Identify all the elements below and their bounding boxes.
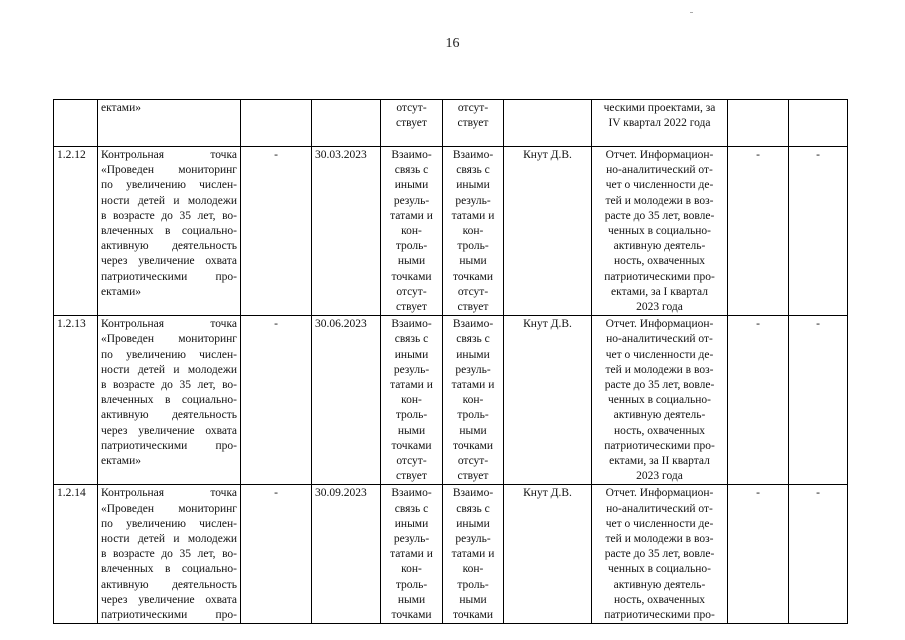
text-line: в возрасте до 35 лет, во- (101, 209, 237, 222)
text-line: ными (459, 593, 487, 606)
text-line: патриотическими про- (604, 270, 715, 283)
text-line: троль- (395, 578, 428, 591)
text-line: троль- (457, 578, 489, 591)
text-line: патриотическими про- (604, 439, 715, 452)
text-line: Контрольная точка (101, 149, 237, 161)
text-line: но-аналитический от- (606, 333, 713, 346)
text-line: ными (397, 593, 426, 606)
text-line: ектами» (101, 102, 141, 114)
text-line: активную деятель- (613, 409, 706, 422)
cell-relation (443, 485, 504, 624)
cell-end: 30.09.2023 (312, 485, 381, 624)
text-line: точками (452, 609, 494, 622)
page-number: 16 (445, 36, 460, 51)
text-line: ности детей и молодежи (101, 363, 237, 376)
text-line: ектами» (101, 285, 141, 298)
text-line: 2023 года (636, 301, 683, 314)
table-row-continuation (54, 100, 848, 147)
text-line: активную деятельность (101, 409, 237, 422)
text-line: расте до 35 лет, вовле- (604, 548, 715, 561)
cell-start (241, 100, 312, 147)
cell-end: 30.06.2023 (312, 316, 381, 485)
text-line: отсут- (457, 285, 489, 298)
text-line: патриотическими про- (101, 609, 237, 622)
text-line: резуль- (393, 194, 430, 207)
text-line: отсут- (396, 102, 427, 114)
text-line: кон- (462, 563, 484, 576)
text-line: кон- (401, 225, 422, 238)
text-line: влеченных в социально- (101, 563, 237, 576)
text-line: связь с (456, 164, 490, 177)
text-line: иными (456, 179, 490, 192)
text-line: тей и молодежи в воз- (605, 533, 714, 546)
text-line: чет о численности де- (605, 348, 714, 361)
text-line: кон- (401, 394, 422, 407)
cell-result (381, 316, 443, 485)
text-line: кон- (462, 394, 484, 407)
text-line: ствует (396, 301, 427, 314)
text-line: через увеличение охвата (101, 593, 237, 606)
text-line: связь с (456, 333, 490, 346)
cell-col9: - (728, 316, 789, 485)
text-line: но-аналитический от- (606, 164, 713, 177)
cell-number (54, 100, 98, 147)
text-line: ектами, за II квартал (609, 455, 710, 468)
text-line: ными (397, 424, 426, 437)
table-row (54, 485, 848, 624)
text-line: ствует (457, 117, 489, 130)
text-line: троль- (457, 409, 489, 422)
text-line: ности детей и молодежи (101, 194, 237, 207)
text-line: через увеличение охвата (101, 424, 237, 437)
table-row (54, 316, 848, 485)
cell-col10: - (789, 147, 848, 316)
text-line: татами и (451, 548, 495, 561)
text-line: резуль- (455, 363, 491, 376)
cell-name (98, 147, 241, 316)
cell-col10: - (789, 485, 848, 624)
text-line: ность, охваченных (613, 255, 706, 268)
cell-col10 (789, 100, 848, 147)
text-line: кон- (462, 225, 484, 238)
cell-col10: - (789, 316, 848, 485)
text-line: в возрасте до 35 лет, во- (101, 548, 237, 561)
cell-relation (443, 147, 504, 316)
text-line: связь с (394, 502, 429, 515)
text-line: патриотическими про- (101, 439, 237, 452)
text-line: отсут- (396, 455, 427, 468)
text-line: Контрольная точка (101, 487, 237, 500)
cell-start: - (241, 147, 312, 316)
text-line: ченных в социально- (608, 394, 711, 407)
text-line: расте до 35 лет, вовле- (604, 209, 715, 222)
text-line: Взаимо- (391, 487, 432, 500)
text-line: Взаимо- (452, 318, 494, 331)
text-line: точками (391, 609, 432, 622)
cell-responsible: Кнут Д.В. (504, 147, 592, 316)
text-line: резуль- (455, 194, 491, 207)
text-line: тей и молодежи в воз- (605, 194, 714, 207)
text-line: иными (394, 348, 429, 361)
cell-col9: - (728, 485, 789, 624)
text-line: расте до 35 лет, вовле- (604, 379, 715, 392)
text-line: резуль- (393, 363, 430, 376)
text-line: патриотическими про- (101, 270, 237, 283)
text-line: татами и (390, 548, 433, 561)
text-line: троль- (395, 240, 428, 253)
text-line: иными (394, 517, 429, 530)
text-line: отсут- (457, 455, 489, 468)
text-line: ными (397, 255, 426, 268)
text-line: ствует (396, 117, 427, 130)
text-line: ческими проектами, за (603, 102, 716, 114)
cell-report (592, 147, 728, 316)
cell-number: 1.2.14 (54, 485, 98, 624)
text-line: ектами» (101, 455, 141, 468)
text-line: татами и (390, 209, 433, 222)
text-line: тей и молодежи в воз- (605, 363, 714, 376)
text-line: чет о численности де- (605, 179, 714, 192)
text-line: иными (456, 348, 490, 361)
text-line: Контрольная точка (101, 318, 237, 331)
text-line: ности детей и молодежи (101, 533, 237, 546)
text-line: точками (452, 270, 494, 283)
text-line: ствует (396, 470, 427, 483)
cell-relation (443, 316, 504, 485)
text-line: связь с (456, 502, 490, 515)
text-line: Взаимо- (452, 487, 494, 500)
text-line: по увеличению числен- (101, 517, 237, 530)
text-line: «Проведен мониторинг (101, 502, 237, 515)
table-row (54, 147, 848, 316)
text-line: 2023 года (636, 470, 683, 483)
text-line: ствует (457, 470, 489, 483)
text-line: Отчет. Информацион- (605, 318, 714, 331)
text-line: связь с (394, 164, 429, 177)
text-line: ектами, за I квартал (611, 285, 708, 298)
text-line: ность, охваченных (613, 424, 706, 437)
text-line: отсут- (457, 102, 489, 114)
text-line: отсут- (396, 285, 427, 298)
text-line: точками (391, 439, 432, 452)
text-line: влеченных в социально- (101, 394, 237, 407)
cell-number: 1.2.13 (54, 316, 98, 485)
text-line: связь с (394, 333, 429, 346)
text-line: ствует (457, 301, 489, 314)
cell-name (98, 485, 241, 624)
control-points-table (53, 99, 848, 624)
text-line: резуль- (393, 533, 430, 546)
text-line: троль- (457, 240, 489, 253)
cell-relation (443, 100, 504, 147)
text-line: активную деятельность (101, 240, 237, 253)
text-line: активную деятельность (101, 578, 237, 591)
text-line: ченных в социально- (608, 563, 711, 576)
text-line: точками (452, 439, 494, 452)
text-line: татами и (451, 379, 495, 392)
cell-responsible (504, 100, 592, 147)
cell-col9: - (728, 147, 789, 316)
text-line: Взаимо- (391, 149, 432, 161)
cell-start: - (241, 316, 312, 485)
text-line: патриотическими про- (604, 609, 715, 622)
text-line: резуль- (455, 533, 491, 546)
cell-result (381, 100, 443, 147)
text-line: по увеличению числен- (101, 348, 237, 361)
text-line: через увеличение охвата (101, 255, 237, 268)
text-line: троль- (395, 409, 428, 422)
cell-result (381, 485, 443, 624)
text-line: ными (459, 424, 487, 437)
cell-name (98, 316, 241, 485)
cell-start: - (241, 485, 312, 624)
text-line: Отчет. Информацион- (605, 487, 714, 500)
cell-report (592, 100, 728, 147)
text-line: но-аналитический от- (606, 502, 713, 515)
text-line: активную деятель- (613, 578, 706, 591)
text-line: татами и (451, 209, 495, 222)
text-line: иными (456, 517, 490, 530)
text-line: влеченных в социально- (101, 225, 237, 238)
cell-result (381, 147, 443, 316)
text-line: ченных в социально- (608, 225, 711, 238)
cell-end (312, 100, 381, 147)
text-line: чет о численности де- (605, 517, 714, 530)
text-line: Отчет. Информацион- (605, 149, 714, 161)
text-line: кон- (401, 563, 422, 576)
text-line: точками (391, 270, 432, 283)
text-line: «Проведен мониторинг (101, 333, 237, 346)
text-line: татами и (390, 379, 433, 392)
cell-report (592, 316, 728, 485)
text-line: ность, охваченных (613, 593, 706, 606)
cell-col9 (728, 100, 789, 147)
text-line: активную деятель- (613, 240, 706, 253)
cell-number: 1.2.12 (54, 147, 98, 316)
text-line: Взаимо- (391, 318, 432, 331)
scan-speck (690, 12, 693, 13)
cell-name (98, 100, 241, 147)
text-line: Взаимо- (452, 149, 494, 161)
cell-responsible: Кнут Д.В. (504, 316, 592, 485)
text-line: IV квартал 2022 года (608, 117, 711, 130)
cell-end: 30.03.2023 (312, 147, 381, 316)
text-line: иными (394, 179, 429, 192)
text-line: по увеличению числен- (101, 179, 237, 192)
cell-report (592, 485, 728, 624)
text-line: ными (459, 255, 487, 268)
text-line: «Проведен мониторинг (101, 164, 237, 177)
cell-responsible: Кнут Д.В. (504, 485, 592, 624)
text-line: в возрасте до 35 лет, во- (101, 379, 237, 392)
